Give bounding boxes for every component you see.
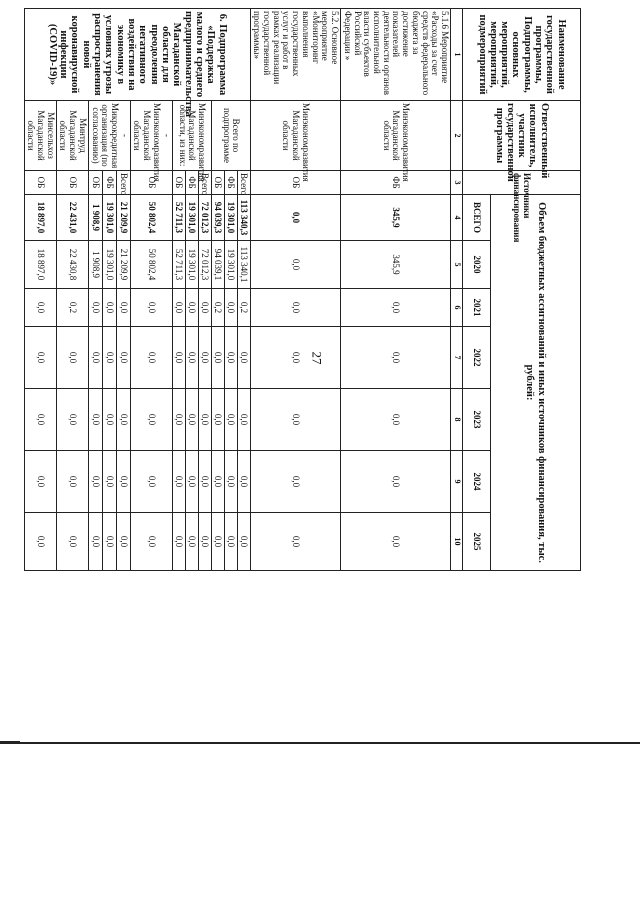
executor-cell: Всего по подпрограмме	[211, 101, 250, 171]
value-cell: 0,0	[130, 327, 172, 389]
value-cell: 19 301,0	[185, 241, 198, 289]
executor-cell: Минэкономразвития Магаданской области	[250, 101, 340, 171]
value-cell: 19 301,0	[224, 241, 237, 289]
value-cell: 0,0	[102, 389, 116, 451]
value-cell: 0,0	[237, 451, 250, 513]
value-cell: 0,0	[211, 513, 224, 571]
source-cell: ОБ	[24, 171, 56, 195]
col-index: 4	[451, 195, 463, 241]
source-cell: ОБ	[250, 171, 340, 195]
value-cell: 0,0	[172, 327, 185, 389]
value-cell: 0,0	[211, 389, 224, 451]
value-cell: 50 802,4	[130, 195, 172, 241]
value-cell: 0,0	[185, 289, 198, 327]
header-funding-title: Объем бюджетных ассигнований и иных источников финансирования, тыс. рублей:	[491, 195, 581, 571]
rotated-table-container	[26, 8, 581, 570]
value-cell: 0,0	[56, 451, 88, 513]
value-cell: 0,0	[250, 241, 340, 289]
table-row	[237, 9, 250, 571]
year-header: 2020	[463, 241, 491, 289]
value-cell: 0,0	[172, 451, 185, 513]
value-cell: 52 711,3	[172, 241, 185, 289]
value-cell: 0,0	[237, 327, 250, 389]
page-number: 27	[309, 351, 325, 365]
col-index: 1	[451, 9, 463, 101]
value-cell: 72 012,3	[198, 241, 211, 289]
value-cell: 0,0	[116, 513, 130, 571]
value-cell: 0,0	[116, 389, 130, 451]
value-cell: 0,0	[56, 327, 88, 389]
value-cell: 0,0	[172, 289, 185, 327]
activity-name: 5.2. Основное мероприятие «Мониторинг выполнения государственных услуг и работ в рамках реализации государственной программы»	[250, 9, 340, 101]
value-cell: 0,0	[250, 513, 340, 571]
value-cell: 19 301,0	[102, 241, 116, 289]
value-cell: 0,0	[198, 327, 211, 389]
value-cell: 0,0	[224, 289, 237, 327]
value-cell: 113 340,3	[237, 195, 250, 241]
value-cell: 52 711,3	[172, 195, 185, 241]
source-cell: ОБ	[130, 171, 172, 195]
value-cell: 22 431,0	[56, 195, 88, 241]
executor-cell: - Минэкономразвития Магаданской области	[130, 101, 172, 171]
col-index: 7	[451, 327, 463, 389]
financing-table	[24, 8, 581, 571]
value-cell: 0,0	[341, 513, 451, 571]
source-cell: Всего	[198, 171, 211, 195]
value-cell: 21 209,9	[116, 241, 130, 289]
value-cell: 0,0	[224, 451, 237, 513]
table-rotation-wrapper	[26, 8, 581, 570]
value-cell: 0,0	[130, 451, 172, 513]
value-cell: 94 039,1	[211, 241, 224, 289]
source-cell: ОБ	[88, 171, 102, 195]
executor-cell: - Микрокредитная организация (по согласованию)	[88, 101, 130, 171]
col-index: 10	[451, 513, 463, 571]
value-cell: 0,0	[250, 451, 340, 513]
value-cell: 0,2	[237, 289, 250, 327]
value-cell: 0,0	[102, 451, 116, 513]
value-cell: 0,0	[341, 289, 451, 327]
col-index: 3	[451, 171, 463, 195]
source-cell: ФБ	[341, 171, 451, 195]
col-index: 2	[451, 101, 463, 171]
executor-cell: Минэкономразвития Магаданской области	[341, 101, 451, 171]
value-cell: 1 908,9	[88, 195, 102, 241]
value-cell: 50 802,4	[130, 241, 172, 289]
value-cell: 0,0	[198, 289, 211, 327]
index-row	[451, 9, 463, 571]
value-cell: 0,0	[224, 327, 237, 389]
value-cell: 345,9	[341, 241, 451, 289]
header-source: Источники финансирования	[463, 171, 581, 195]
executor-cell: Минтруд Магаданской области	[56, 101, 88, 171]
value-cell: 0,0	[116, 289, 130, 327]
year-header: ВСЕГО	[463, 195, 491, 241]
value-cell: 0,0	[88, 451, 102, 513]
value-cell: 0,0	[211, 451, 224, 513]
value-cell: 94 039,3	[211, 195, 224, 241]
value-cell: 22 430,8	[56, 241, 88, 289]
source-cell: Всего	[116, 171, 130, 195]
value-cell: 0,0	[198, 389, 211, 451]
value-cell: 0,0	[250, 289, 340, 327]
value-cell: 1 908,9	[88, 241, 102, 289]
table-row	[250, 9, 340, 571]
header-row	[491, 9, 581, 571]
value-cell: 0,0	[24, 451, 56, 513]
value-cell: 0,0	[102, 327, 116, 389]
value-cell: 0,0	[56, 513, 88, 571]
value-cell: 0,0	[116, 327, 130, 389]
value-cell: 0,0	[88, 327, 102, 389]
col-index: 8	[451, 389, 463, 451]
value-cell: 0,0	[185, 451, 198, 513]
value-cell: 0,0	[341, 451, 451, 513]
value-cell: 0,2	[56, 289, 88, 327]
value-cell: 0,0	[172, 389, 185, 451]
year-header: 2025	[463, 513, 491, 571]
value-cell: 18 897,0	[24, 241, 56, 289]
value-cell: 0,0	[341, 389, 451, 451]
page-divider	[0, 742, 640, 744]
value-cell: 0,0	[88, 389, 102, 451]
value-cell: 0,0	[88, 513, 102, 571]
value-cell: 345,9	[341, 195, 451, 241]
source-cell: ФБ	[224, 171, 237, 195]
source-cell: ФБ	[185, 171, 198, 195]
header-executor: Ответственный исполнитель, участник государственной программы	[463, 101, 581, 171]
col-index: 9	[451, 451, 463, 513]
value-cell: 0,0	[102, 513, 116, 571]
source-cell: ОБ	[172, 171, 185, 195]
value-cell: 0,0	[185, 513, 198, 571]
year-header: 2024	[463, 451, 491, 513]
value-cell: 19 301,0	[185, 195, 198, 241]
value-cell: 0,0	[250, 389, 340, 451]
value-cell: 0,0	[198, 451, 211, 513]
executor-cell: Минсельхоз Магаданской области	[24, 101, 56, 171]
value-cell: 0,0	[102, 289, 116, 327]
value-cell: 21 209,9	[116, 195, 130, 241]
source-cell: ФБ	[102, 171, 116, 195]
source-cell: ОБ	[56, 171, 88, 195]
source-cell: Всего	[237, 171, 250, 195]
year-header: 2021	[463, 289, 491, 327]
value-cell: 0,0	[237, 389, 250, 451]
header-name: Наименование государственной программы, Подпрограммы, основных мероприятий, мероприятий, подмероприятий	[463, 9, 581, 101]
value-cell: 0,0	[198, 513, 211, 571]
value-cell: 0,0	[24, 513, 56, 571]
executor-cell: Минэкономразвития Магаданской области, из них:	[172, 101, 211, 171]
value-cell: 0,0	[88, 289, 102, 327]
col-index: 5	[451, 241, 463, 289]
value-cell: 0,0	[24, 289, 56, 327]
value-cell: 0,0	[130, 289, 172, 327]
value-cell: 0,0	[224, 389, 237, 451]
value-cell: 0,0	[172, 513, 185, 571]
value-cell: 19 301,0	[224, 195, 237, 241]
value-cell: 0,0	[24, 327, 56, 389]
table-row	[341, 9, 451, 571]
value-cell: 113 340,1	[237, 241, 250, 289]
value-cell: 0,0	[56, 389, 88, 451]
year-header: 2022	[463, 327, 491, 389]
value-cell: 0,0	[250, 327, 340, 389]
value-cell: 0,0	[185, 327, 198, 389]
value-cell: 0,2	[211, 289, 224, 327]
value-cell: 0,0	[130, 513, 172, 571]
value-cell: 19 301,0	[102, 195, 116, 241]
value-cell: 72 012,3	[198, 195, 211, 241]
value-cell: 0,0	[250, 195, 340, 241]
activity-name: 5.1.6 Мероприятие «Расходы за счет средств федерального бюджета за достижение показателей деятельности органов исполнительной власти субъектов Российской Федерации »	[341, 9, 451, 101]
value-cell: 0,0	[24, 389, 56, 451]
value-cell: 0,0	[185, 389, 198, 451]
col-index: 6	[451, 289, 463, 327]
value-cell: 0,0	[224, 513, 237, 571]
value-cell: 0,0	[116, 451, 130, 513]
source-cell: ОБ	[211, 171, 224, 195]
value-cell: 0,0	[341, 327, 451, 389]
subprogram-6-name: 6. Подпрограмма «Поддержка малого и среднего предпринимательства Магаданской области для преодоления негативного воздействия на экономику в условиях угрозы распространения новой коронавирусной инфекции (COVID-19)»	[24, 9, 250, 101]
value-cell: 0,0	[237, 513, 250, 571]
value-cell: 18 897,0	[24, 195, 56, 241]
value-cell: 0,0	[130, 389, 172, 451]
value-cell: 0,0	[211, 327, 224, 389]
year-header: 2023	[463, 389, 491, 451]
